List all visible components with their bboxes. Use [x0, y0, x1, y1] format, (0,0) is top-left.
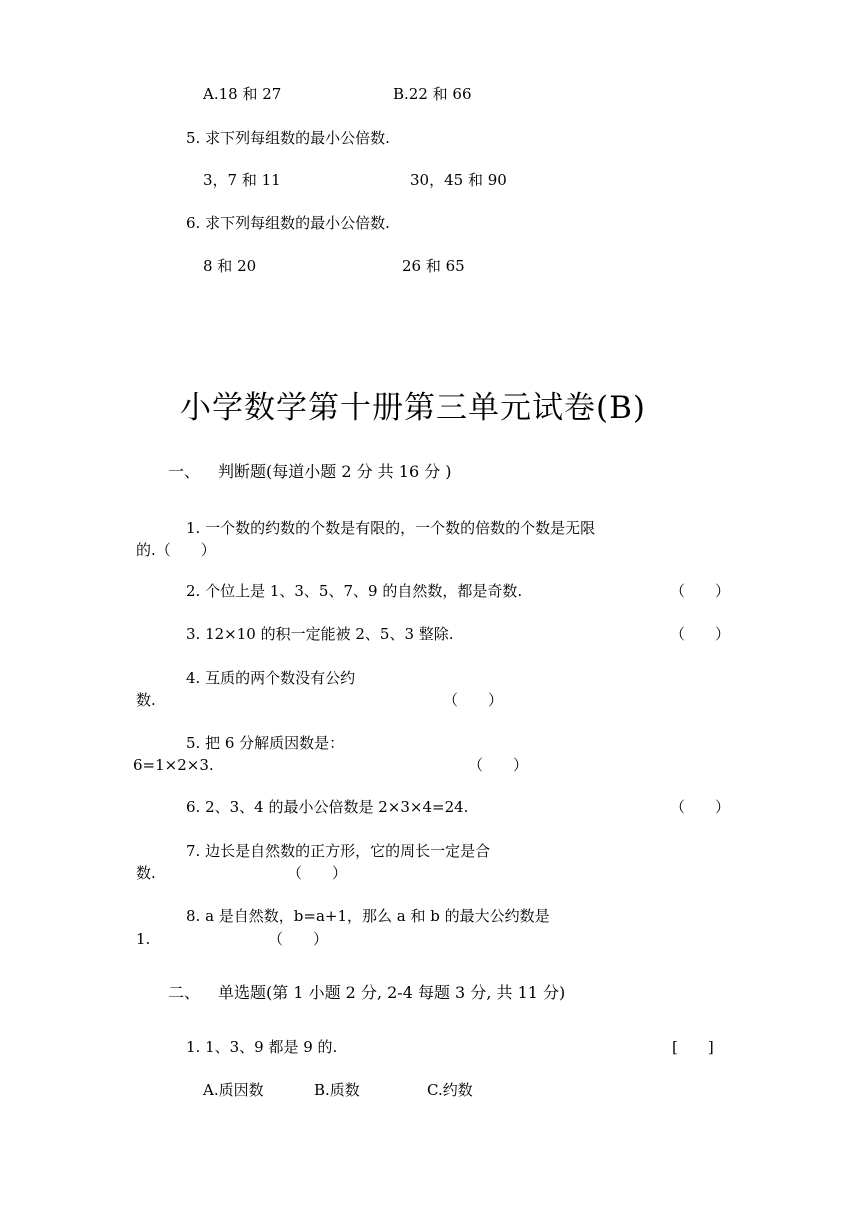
question-5: 5. 求下列每组数的最小公倍数. [186, 129, 390, 147]
q6-set-1: 8 和 20 [203, 257, 257, 275]
choice-item-1-bracket: [ ] [672, 1038, 714, 1056]
section-1-number: 一、 [168, 462, 201, 481]
judge-item-1-line2: 的.（ ） [136, 541, 216, 559]
choice-option-c: C.约数 [427, 1081, 473, 1099]
judge-item-8-paren: （ ） [268, 930, 329, 948]
option-a: A.18 和 27 [203, 85, 282, 103]
q5-set-2: 30，45 和 90 [410, 171, 507, 189]
judge-item-3: 3. 12×10 的积一定能被 2、5、3 整除. [186, 625, 454, 643]
judge-item-5-paren: （ ） [468, 756, 529, 774]
judge-item-7-paren: （ ） [287, 864, 348, 882]
section-2-number: 二、 [168, 983, 201, 1002]
q5-set-1: 3，7 和 11 [203, 171, 281, 189]
judge-item-7-line2: 数. [136, 864, 156, 882]
option-b: B.22 和 66 [393, 85, 472, 103]
choice-option-a: A.质因数 [203, 1081, 264, 1099]
judge-item-8-line1: 8. a 是自然数，b=a+1，那么 a 和 b 的最大公约数是 [186, 907, 550, 925]
choice-item-1: 1. 1、3、9 都是 9 的. [186, 1038, 338, 1056]
judge-item-2-paren: （ ） [670, 582, 731, 600]
section-1-heading: 判断题(每道小题 2 分 共 16 分 ) [218, 462, 452, 481]
judge-item-2: 2. 个位上是 1、3、5、7、9 的自然数，都是奇数. [186, 582, 523, 600]
judge-item-8-line2: 1. [136, 930, 151, 948]
judge-item-5-line1: 5. 把 6 分解质因数是： [186, 734, 345, 752]
judge-item-4-line1: 4. 互质的两个数没有公约 [186, 669, 356, 687]
page-title: 小学数学第十册第三单元试卷(B) [180, 390, 646, 426]
judge-item-4-line2: 数. [136, 691, 156, 709]
judge-item-4-paren: （ ） [443, 691, 504, 709]
judge-item-3-paren: （ ） [670, 625, 731, 643]
q6-set-2: 26 和 65 [402, 257, 465, 275]
choice-option-b: B.质数 [314, 1081, 360, 1099]
judge-item-1-line1: 1. 一个数的约数的个数是有限的，一个数的倍数的个数是无限 [186, 519, 596, 537]
section-2-heading: 单选题(第 1 小题 2 分, 2-4 每题 3 分, 共 11 分) [218, 983, 566, 1002]
judge-item-6: 6. 2、3、4 的最小公倍数是 2×3×4=24. [186, 798, 469, 816]
judge-item-7-line1: 7. 边长是自然数的正方形，它的周长一定是合 [186, 842, 491, 860]
question-6: 6. 求下列每组数的最小公倍数. [186, 214, 390, 232]
judge-item-6-paren: （ ） [670, 798, 731, 816]
judge-item-5-line2: 6=1×2×3. [133, 756, 214, 774]
